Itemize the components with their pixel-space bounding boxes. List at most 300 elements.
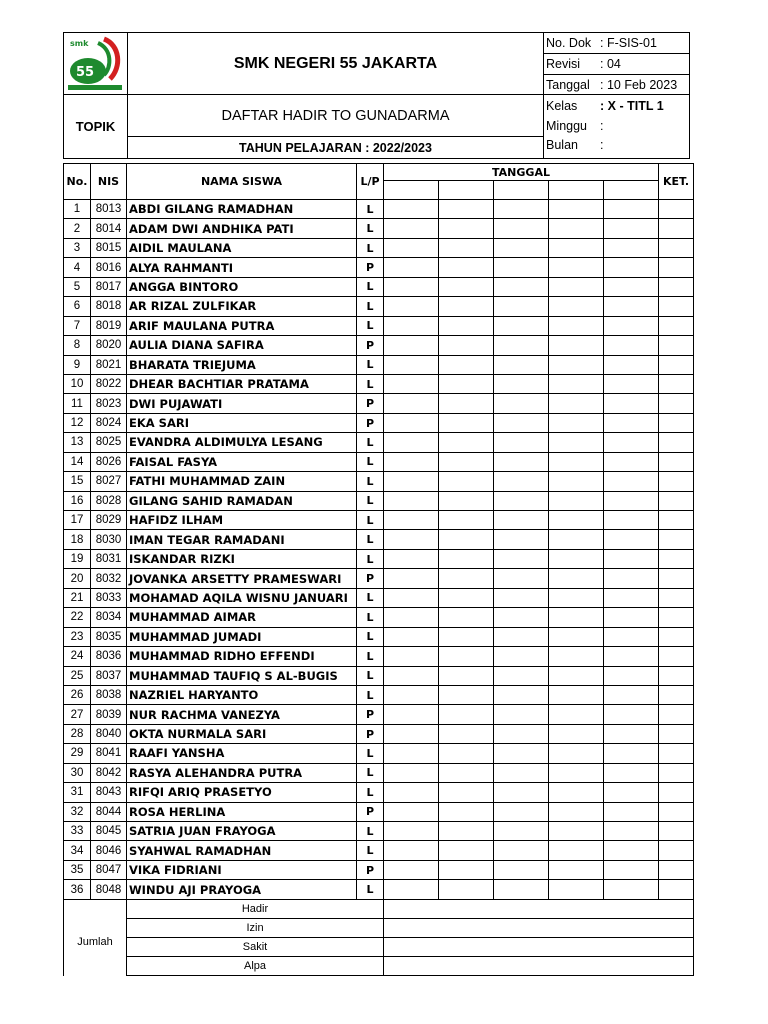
- row-gender: L: [357, 647, 384, 666]
- row-student-name: FATHI MUHAMMAD ZAIN: [127, 472, 357, 491]
- header-ket: KET.: [659, 164, 694, 200]
- doc-revision: Revisi : 04: [544, 54, 689, 75]
- ket-cell: [659, 413, 694, 432]
- ket-cell: [659, 491, 694, 510]
- attendance-cell: [604, 763, 659, 782]
- attendance-cell: [384, 763, 439, 782]
- row-nis: 8040: [91, 724, 127, 743]
- row-student-name: EVANDRA ALDIMULYA LESANG: [127, 433, 357, 452]
- attendance-cell: [549, 744, 604, 763]
- attendance-cell: [384, 452, 439, 471]
- table-row: [64, 277, 694, 296]
- attendance-cell: [604, 588, 659, 607]
- attendance-cell: [549, 219, 604, 238]
- attendance-cell: [604, 569, 659, 588]
- attendance-cell: [384, 705, 439, 724]
- attendance-cell: [439, 200, 494, 219]
- ket-cell: [659, 394, 694, 413]
- row-number: 23: [64, 627, 91, 646]
- table-row: [64, 705, 694, 724]
- row-gender: L: [357, 511, 384, 530]
- attendance-cell: [439, 452, 494, 471]
- attendance-cell: [439, 685, 494, 704]
- summary-hadir: Hadir: [127, 900, 384, 919]
- attendance-cell: [549, 588, 604, 607]
- row-nis: 8030: [91, 530, 127, 549]
- attendance-cell: [494, 724, 549, 743]
- attendance-cell: [439, 627, 494, 646]
- jumlah-label: Jumlah: [64, 900, 127, 976]
- table-row: [64, 316, 694, 335]
- table-row: [64, 569, 694, 588]
- attendance-cell: [604, 530, 659, 549]
- attendance-cell: [494, 374, 549, 393]
- attendance-cell: [494, 472, 549, 491]
- attendance-cell: [384, 783, 439, 802]
- attendance-cell: [549, 511, 604, 530]
- attendance-cell: [494, 258, 549, 277]
- attendance-cell: [439, 588, 494, 607]
- attendance-cell: [604, 394, 659, 413]
- ket-cell: [659, 472, 694, 491]
- attendance-cell: [384, 374, 439, 393]
- row-number: 22: [64, 608, 91, 627]
- attendance-cell: [604, 511, 659, 530]
- ket-cell: [659, 511, 694, 530]
- attendance-cell: [494, 822, 549, 841]
- row-student-name: IMAN TEGAR RAMADANI: [127, 530, 357, 549]
- row-student-name: GILANG SAHID RAMADAN: [127, 491, 357, 510]
- attendance-cell: [384, 394, 439, 413]
- attendance-cell: [604, 685, 659, 704]
- attendance-cell: [439, 880, 494, 899]
- attendance-cell: [604, 433, 659, 452]
- attendance-cell: [384, 336, 439, 355]
- attendance-cell: [384, 647, 439, 666]
- attendance-cell: [549, 627, 604, 646]
- attendance-cell: [439, 238, 494, 257]
- table-row: [64, 258, 694, 277]
- attendance-cell: [494, 219, 549, 238]
- table-row: [64, 860, 694, 879]
- table-row: [64, 355, 694, 374]
- ket-cell: [659, 258, 694, 277]
- summary-izin: Izin: [127, 919, 384, 938]
- row-gender: L: [357, 685, 384, 704]
- row-gender: P: [357, 258, 384, 277]
- row-nis: 8041: [91, 744, 127, 763]
- attendance-cell: [439, 355, 494, 374]
- attendance-cell: [439, 491, 494, 510]
- row-number: 10: [64, 374, 91, 393]
- date-col-4: [549, 181, 604, 200]
- ket-cell: [659, 744, 694, 763]
- ket-cell: [659, 647, 694, 666]
- attendance-cell: [494, 744, 549, 763]
- row-nis: 8028: [91, 491, 127, 510]
- attendance-cell: [439, 394, 494, 413]
- attendance-cell: [604, 627, 659, 646]
- attendance-cell: [384, 880, 439, 899]
- attendance-cell: [549, 238, 604, 257]
- row-number: 6: [64, 297, 91, 316]
- attendance-cell: [549, 860, 604, 879]
- row-number: 24: [64, 647, 91, 666]
- row-gender: L: [357, 219, 384, 238]
- row-number: 36: [64, 880, 91, 899]
- row-number: 21: [64, 588, 91, 607]
- row-nis: 8031: [91, 549, 127, 568]
- summary-alpa: Alpa: [127, 957, 384, 976]
- attendance-cell: [384, 219, 439, 238]
- attendance-cell: [384, 491, 439, 510]
- attendance-cell: [439, 413, 494, 432]
- attendance-cell: [439, 297, 494, 316]
- row-gender: L: [357, 374, 384, 393]
- school-name: SMK NEGERI 55 JAKARTA: [128, 32, 544, 95]
- attendance-cell: [604, 860, 659, 879]
- attendance-cell: [384, 549, 439, 568]
- row-student-name: ISKANDAR RIZKI: [127, 549, 357, 568]
- svg-text:55: 55: [76, 65, 95, 80]
- row-number: 26: [64, 685, 91, 704]
- attendance-cell: [494, 627, 549, 646]
- row-student-name: HAFIDZ ILHAM: [127, 511, 357, 530]
- attendance-cell: [549, 783, 604, 802]
- row-student-name: MUHAMMAD AIMAR: [127, 608, 357, 627]
- attendance-cell: [384, 258, 439, 277]
- row-nis: 8017: [91, 277, 127, 296]
- attendance-cell: [494, 549, 549, 568]
- row-gender: L: [357, 841, 384, 860]
- attendance-cell: [604, 219, 659, 238]
- week-label: Minggu :: [546, 119, 604, 133]
- attendance-cell: [494, 530, 549, 549]
- row-student-name: RASYA ALEHANDRA PUTRA: [127, 763, 357, 782]
- row-number: 3: [64, 238, 91, 257]
- attendance-cell: [384, 724, 439, 743]
- row-student-name: MUHAMMAD RIDHO EFFENDI: [127, 647, 357, 666]
- table-row: [64, 627, 694, 646]
- attendance-cell: [604, 297, 659, 316]
- row-nis: 8025: [91, 433, 127, 452]
- attendance-cell: [494, 860, 549, 879]
- summary-blank: [384, 938, 694, 957]
- attendance-cell: [494, 336, 549, 355]
- row-gender: L: [357, 355, 384, 374]
- row-nis: 8021: [91, 355, 127, 374]
- row-nis: 8027: [91, 472, 127, 491]
- row-nis: 8043: [91, 783, 127, 802]
- row-nis: 8046: [91, 841, 127, 860]
- row-student-name: AIDIL MAULANA: [127, 238, 357, 257]
- attendance-cell: [494, 511, 549, 530]
- table-row: [64, 763, 694, 782]
- row-nis: 8019: [91, 316, 127, 335]
- row-student-name: ABDI GILANG RAMADHAN: [127, 200, 357, 219]
- row-number: 13: [64, 433, 91, 452]
- row-number: 11: [64, 394, 91, 413]
- row-gender: P: [357, 724, 384, 743]
- attendance-cell: [604, 200, 659, 219]
- ket-cell: [659, 608, 694, 627]
- row-nis: 8048: [91, 880, 127, 899]
- ket-cell: [659, 860, 694, 879]
- row-gender: L: [357, 491, 384, 510]
- attendance-cell: [549, 841, 604, 860]
- attendance-cell: [494, 316, 549, 335]
- date-col-3: [494, 181, 549, 200]
- table-row: [64, 880, 694, 899]
- attendance-cell: [604, 549, 659, 568]
- attendance-cell: [549, 316, 604, 335]
- attendance-cell: [494, 841, 549, 860]
- attendance-cell: [439, 277, 494, 296]
- attendance-cell: [604, 802, 659, 821]
- row-student-name: MOHAMAD AQILA WISNU JANUARI: [127, 588, 357, 607]
- doc-number: No. Dok : F-SIS-01: [544, 33, 689, 54]
- attendance-cell: [494, 452, 549, 471]
- row-nis: 8033: [91, 588, 127, 607]
- class-label: Kelas : X - TITL 1: [546, 99, 664, 113]
- row-student-name: AR RIZAL ZULFIKAR: [127, 297, 357, 316]
- ket-cell: [659, 549, 694, 568]
- attendance-cell: [439, 569, 494, 588]
- attendance-cell: [384, 588, 439, 607]
- row-gender: L: [357, 297, 384, 316]
- attendance-cell: [549, 374, 604, 393]
- table-row: [64, 549, 694, 568]
- school-logo: [63, 32, 128, 95]
- row-nis: 8042: [91, 763, 127, 782]
- attendance-cell: [439, 258, 494, 277]
- row-gender: P: [357, 705, 384, 724]
- row-nis: 8039: [91, 705, 127, 724]
- row-gender: L: [357, 880, 384, 899]
- attendance-cell: [384, 433, 439, 452]
- attendance-cell: [549, 822, 604, 841]
- row-nis: 8023: [91, 394, 127, 413]
- ket-cell: [659, 627, 694, 646]
- school-logo-icon: [64, 33, 127, 94]
- row-nis: 8032: [91, 569, 127, 588]
- attendance-cell: [439, 374, 494, 393]
- attendance-cell: [494, 491, 549, 510]
- row-number: 18: [64, 530, 91, 549]
- attendance-cell: [439, 647, 494, 666]
- attendance-cell: [549, 705, 604, 724]
- attendance-cell: [439, 724, 494, 743]
- topik-label: TOPIK: [63, 95, 128, 159]
- row-number: 5: [64, 277, 91, 296]
- attendance-cell: [384, 744, 439, 763]
- attendance-cell: [384, 413, 439, 432]
- table-row: [64, 336, 694, 355]
- attendance-cell: [549, 355, 604, 374]
- row-gender: L: [357, 822, 384, 841]
- attendance-cell: [604, 355, 659, 374]
- table-row: [64, 841, 694, 860]
- row-student-name: NUR RACHMA VANEZYA: [127, 705, 357, 724]
- row-number: 17: [64, 511, 91, 530]
- attendance-cell: [604, 336, 659, 355]
- summary-table: [63, 899, 694, 976]
- table-row: [64, 666, 694, 685]
- ket-cell: [659, 802, 694, 821]
- attendance-cell: [439, 860, 494, 879]
- attendance-cell: [494, 783, 549, 802]
- attendance-cell: [494, 763, 549, 782]
- row-number: 33: [64, 822, 91, 841]
- row-gender: L: [357, 763, 384, 782]
- academic-year: TAHUN PELAJARAN : 2022/2023: [128, 137, 544, 159]
- attendance-cell: [604, 647, 659, 666]
- attendance-cell: [384, 666, 439, 685]
- row-gender: L: [357, 530, 384, 549]
- document-info: [544, 32, 690, 95]
- attendance-cell: [494, 355, 549, 374]
- row-number: 27: [64, 705, 91, 724]
- row-nis: 8034: [91, 608, 127, 627]
- row-nis: 8015: [91, 238, 127, 257]
- table-row: [64, 491, 694, 510]
- row-student-name: VIKA FIDRIANI: [127, 860, 357, 879]
- attendance-cell: [439, 666, 494, 685]
- attendance-cell: [604, 724, 659, 743]
- attendance-cell: [384, 841, 439, 860]
- table-row: [64, 433, 694, 452]
- attendance-cell: [604, 472, 659, 491]
- attendance-cell: [549, 433, 604, 452]
- header-nis: NIS: [91, 164, 127, 200]
- attendance-cell: [549, 336, 604, 355]
- attendance-cell: [604, 705, 659, 724]
- row-gender: L: [357, 238, 384, 257]
- table-row: [64, 822, 694, 841]
- row-student-name: DWI PUJAWATI: [127, 394, 357, 413]
- ket-cell: [659, 880, 694, 899]
- row-gender: L: [357, 666, 384, 685]
- attendance-cell: [439, 316, 494, 335]
- ket-cell: [659, 569, 694, 588]
- ket-cell: [659, 200, 694, 219]
- table-row: [64, 588, 694, 607]
- attendance-cell: [604, 238, 659, 257]
- row-nis: 8035: [91, 627, 127, 646]
- table-row: [64, 530, 694, 549]
- ket-cell: [659, 238, 694, 257]
- attendance-cell: [549, 452, 604, 471]
- row-nis: 8013: [91, 200, 127, 219]
- row-gender: P: [357, 802, 384, 821]
- attendance-cell: [549, 608, 604, 627]
- table-row: [64, 511, 694, 530]
- ket-cell: [659, 452, 694, 471]
- row-number: 28: [64, 724, 91, 743]
- row-student-name: FAISAL FASYA: [127, 452, 357, 471]
- table-row: [64, 685, 694, 704]
- attendance-cell: [384, 685, 439, 704]
- attendance-cell: [494, 297, 549, 316]
- table-row: [64, 744, 694, 763]
- ket-cell: [659, 297, 694, 316]
- ket-cell: [659, 705, 694, 724]
- row-gender: L: [357, 783, 384, 802]
- attendance-cell: [439, 472, 494, 491]
- attendance-cell: [494, 200, 549, 219]
- attendance-cell: [494, 277, 549, 296]
- row-nis: 8045: [91, 822, 127, 841]
- attendance-cell: [604, 413, 659, 432]
- row-nis: 8047: [91, 860, 127, 879]
- attendance-cell: [384, 238, 439, 257]
- row-nis: 8016: [91, 258, 127, 277]
- ket-cell: [659, 277, 694, 296]
- table-row: [64, 200, 694, 219]
- attendance-cell: [604, 491, 659, 510]
- attendance-cell: [384, 277, 439, 296]
- attendance-cell: [604, 744, 659, 763]
- row-nis: 8037: [91, 666, 127, 685]
- attendance-cell: [549, 763, 604, 782]
- row-number: 16: [64, 491, 91, 510]
- row-student-name: RIFQI ARIQ PRASETYO: [127, 783, 357, 802]
- row-number: 34: [64, 841, 91, 860]
- ket-cell: [659, 763, 694, 782]
- attendance-cell: [439, 433, 494, 452]
- attendance-cell: [439, 841, 494, 860]
- row-number: 25: [64, 666, 91, 685]
- row-student-name: MUHAMMAD JUMADI: [127, 627, 357, 646]
- attendance-cell: [604, 608, 659, 627]
- table-row: [64, 374, 694, 393]
- attendance-cell: [604, 783, 659, 802]
- attendance-cell: [439, 822, 494, 841]
- row-gender: L: [357, 277, 384, 296]
- ket-cell: [659, 822, 694, 841]
- attendance-cell: [604, 258, 659, 277]
- header-no: No.: [64, 164, 91, 200]
- attendance-cell: [384, 316, 439, 335]
- row-gender: P: [357, 860, 384, 879]
- row-nis: 8036: [91, 647, 127, 666]
- row-gender: P: [357, 336, 384, 355]
- row-nis: 8029: [91, 511, 127, 530]
- attendance-cell: [494, 666, 549, 685]
- ket-cell: [659, 433, 694, 452]
- row-student-name: DHEAR BACHTIAR PRATAMA: [127, 374, 357, 393]
- attendance-cell: [549, 277, 604, 296]
- class-info: [544, 95, 690, 159]
- row-number: 20: [64, 569, 91, 588]
- row-gender: P: [357, 413, 384, 432]
- row-student-name: ADAM DWI ANDHIKA PATI: [127, 219, 357, 238]
- row-nis: 8014: [91, 219, 127, 238]
- header-lp: L/P: [357, 164, 384, 200]
- row-gender: L: [357, 472, 384, 491]
- ket-cell: [659, 316, 694, 335]
- ket-cell: [659, 355, 694, 374]
- attendance-cell: [604, 822, 659, 841]
- attendance-cell: [549, 413, 604, 432]
- ket-cell: [659, 219, 694, 238]
- row-gender: L: [357, 433, 384, 452]
- row-nis: 8026: [91, 452, 127, 471]
- attendance-cell: [439, 705, 494, 724]
- attendance-cell: [384, 200, 439, 219]
- attendance-cell: [439, 763, 494, 782]
- attendance-cell: [549, 394, 604, 413]
